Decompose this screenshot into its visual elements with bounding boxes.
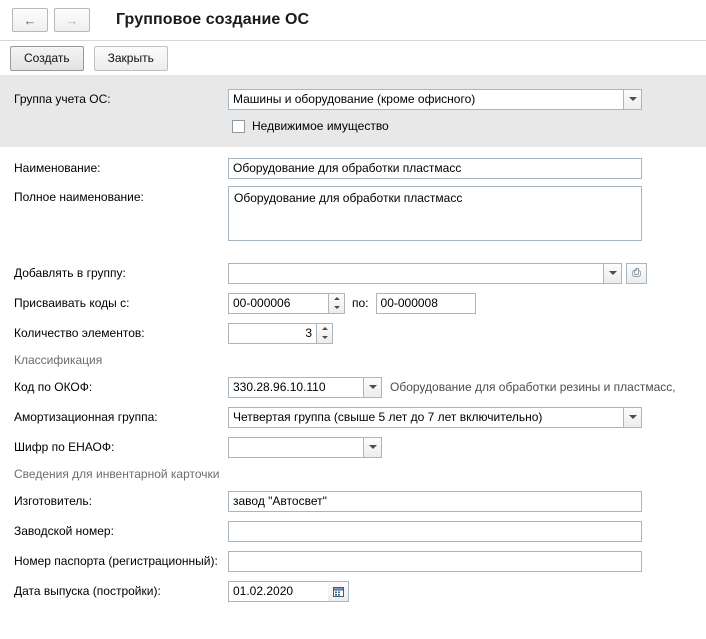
enaof-combo[interactable]: [228, 437, 382, 458]
okof-row: [0, 372, 706, 402]
add-to-group-input[interactable]: [228, 263, 603, 284]
count-row: [0, 318, 706, 348]
code-from-field[interactable]: [228, 293, 345, 314]
create-button[interactable]: Создать: [10, 46, 84, 71]
chevron-down-icon[interactable]: [603, 263, 622, 284]
release-date-field[interactable]: [228, 581, 349, 602]
code-to-input[interactable]: 00-000008: [376, 293, 476, 314]
group-account-row: [0, 84, 706, 114]
count-label: Количество элементов:: [14, 326, 145, 340]
back-button[interactable]: [12, 8, 48, 32]
count-field[interactable]: [228, 323, 333, 344]
group-account-combo[interactable]: [228, 89, 642, 110]
depreciation-group-input[interactable]: Четвертая группа (свыше 5 лет до 7 лет включительно): [228, 407, 623, 428]
chevron-down-icon[interactable]: [623, 89, 642, 110]
codes-to-label: по:: [352, 296, 369, 310]
navigation-buttons: [0, 8, 90, 32]
code-from-input[interactable]: 00-000006: [228, 293, 328, 314]
full-name-label: Полное наименование:: [14, 190, 144, 204]
enaof-label: Шифр по ЕНАОФ:: [14, 440, 115, 454]
factory-number-label: Заводской номер:: [14, 524, 114, 538]
add-to-group-row: [0, 258, 706, 288]
add-to-group-label: Добавлять в группу:: [14, 266, 126, 280]
codes-row: [0, 288, 706, 318]
chevron-down-icon[interactable]: [623, 407, 642, 428]
close-button[interactable]: Закрыть: [94, 46, 168, 71]
inventory-card-section-label: Сведения для инвентарной карточки: [14, 467, 220, 481]
group-account-label: Группа учета ОС:: [14, 92, 111, 106]
arrow-right-icon: →: [65, 12, 79, 28]
full-name-row: [0, 186, 706, 258]
manufacturer-label: Изготовитель:: [14, 494, 92, 508]
passport-number-row: [0, 546, 706, 576]
calendar-icon[interactable]: [328, 581, 349, 602]
group-account-input[interactable]: Машины и оборудование (кроме офисного): [228, 89, 623, 110]
count-stepper[interactable]: [316, 323, 333, 344]
title-bar: [0, 0, 706, 41]
command-bar: [0, 41, 706, 75]
arrow-left-icon: ←: [23, 12, 37, 28]
classification-section-label: Классификация: [14, 353, 103, 367]
release-date-row: [0, 576, 706, 606]
chevron-down-icon[interactable]: [363, 377, 382, 398]
factory-number-input[interactable]: [228, 521, 642, 542]
page-title: Групповое создание ОС: [116, 11, 310, 28]
okof-description: Оборудование для обработки резины и пластмасс,: [390, 380, 676, 394]
chevron-down-icon[interactable]: [363, 437, 382, 458]
add-to-group-combo[interactable]: [228, 263, 622, 284]
select-group-button[interactable]: [626, 263, 647, 284]
name-row: [0, 153, 706, 183]
depreciation-group-combo[interactable]: [228, 407, 642, 428]
okof-combo[interactable]: [228, 377, 382, 398]
count-input[interactable]: 3: [228, 323, 316, 344]
passport-number-label: Номер паспорта (регистрационный):: [14, 554, 218, 568]
forward-button[interactable]: [54, 8, 90, 32]
code-from-stepper[interactable]: [328, 293, 345, 314]
passport-number-input[interactable]: [228, 551, 642, 572]
immovable-checkbox-row[interactable]: [0, 114, 706, 138]
immovable-checkbox[interactable]: [232, 120, 245, 133]
depreciation-group-row: [0, 402, 706, 432]
enaof-row: [0, 432, 706, 462]
release-date-input[interactable]: 01.02.2020: [228, 581, 328, 602]
open-list-icon: ⎙: [632, 266, 641, 279]
form-area: [0, 75, 706, 606]
factory-number-row: [0, 516, 706, 546]
enaof-input[interactable]: [228, 437, 363, 458]
codes-label: Присваивать коды с:: [14, 296, 130, 310]
okof-label: Код по ОКОФ:: [14, 380, 93, 394]
group-account-block: [0, 75, 706, 147]
manufacturer-input[interactable]: завод "Автосвет": [228, 491, 642, 512]
full-name-textarea[interactable]: Оборудование для обработки пластмасс: [228, 186, 642, 241]
manufacturer-row: [0, 486, 706, 516]
name-input[interactable]: Оборудование для обработки пластмасс: [228, 158, 642, 179]
depreciation-group-label: Амортизационная группа:: [14, 410, 158, 424]
okof-input[interactable]: 330.28.96.10.110: [228, 377, 363, 398]
immovable-label: Недвижимое имущество: [252, 119, 389, 133]
name-label: Наименование:: [14, 161, 101, 175]
release-date-label: Дата выпуска (постройки):: [14, 584, 161, 598]
